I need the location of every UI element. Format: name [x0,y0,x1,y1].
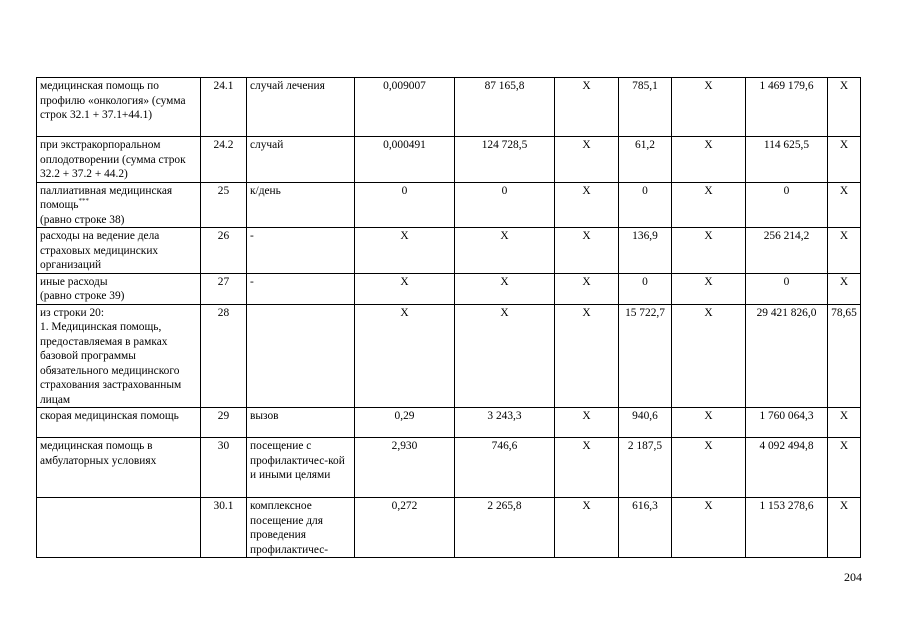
row-line-number: 29 [201,408,247,438]
row-unit [247,304,355,408]
value-cell: X [555,78,619,137]
page-number: 204 [844,570,862,584]
value-cell: 3 243,3 [455,408,555,438]
table-row [37,273,861,304]
row-name-continued: (равно строке 39) [40,290,125,302]
row-name-cell [37,273,201,304]
value-cell: X [672,137,746,183]
footnote-mark: *** [78,197,89,206]
row-line-number: 24.1 [201,78,247,137]
row-unit: к/день [247,182,355,228]
row-name-cell [37,304,201,408]
row-name-continued: (равно строке 38) [40,213,125,226]
value-cell: X [672,408,746,438]
value-cell: X [672,498,746,558]
table-row [37,137,861,183]
row-line-number: 27 [201,273,247,304]
row-name-cell [37,438,201,498]
row-name: расходы на ведение дела страховых медицинских организаций [40,230,160,271]
value-cell: X [355,304,455,408]
row-name: медицинская помощь в амбулаторных условиях [40,440,157,467]
value-cell: 29 421 826,0 [746,304,828,408]
value-cell: 0 [619,182,672,228]
value-cell: 0,000491 [355,137,455,183]
value-cell: X [555,273,619,304]
value-cell: X [672,304,746,408]
value-cell: X [555,408,619,438]
value-cell: 1 153 278,6 [746,498,828,558]
value-cell: X [828,408,861,438]
value-cell: X [828,273,861,304]
value-cell: 124 728,5 [455,137,555,183]
row-name-cell [37,408,201,438]
value-cell: X [672,438,746,498]
table-row [37,438,861,498]
value-cell: X [828,182,861,228]
value-cell: 0 [355,182,455,228]
value-cell: 1 469 179,6 [746,78,828,137]
row-unit: посещение с профилактичес-кой и иными целями [247,438,355,498]
value-cell: 1 760 064,3 [746,408,828,438]
table-row [37,78,861,137]
value-cell: X [555,304,619,408]
value-cell: 785,1 [619,78,672,137]
value-cell: X [355,228,455,274]
table-row [37,498,861,558]
row-name: из строки 20: [40,306,105,319]
row-name: паллиативная медицинская помощь [40,184,173,211]
value-cell: X [455,304,555,408]
value-cell: 114 625,5 [746,137,828,183]
value-cell: 256 214,2 [746,228,828,274]
value-cell: X [672,182,746,228]
value-cell: 2 187,5 [619,438,672,498]
financial-table [36,77,861,558]
table-row [37,408,861,438]
row-name: иные расходы [40,275,108,288]
value-cell: 136,9 [619,228,672,274]
value-cell: 0,272 [355,498,455,558]
value-cell: 4 092 494,8 [746,438,828,498]
value-cell: X [828,137,861,183]
row-unit: случай лечения [247,78,355,137]
value-cell: 0,29 [355,408,455,438]
value-cell: 2 265,8 [455,498,555,558]
row-unit: случай [247,137,355,183]
value-cell: X [455,228,555,274]
row-name: скорая медицинская помощь [40,410,179,422]
table-row [37,304,861,408]
value-cell: 940,6 [619,408,672,438]
value-cell: X [555,228,619,274]
value-cell: 15 722,7 [619,304,672,408]
value-cell: 616,3 [619,498,672,558]
row-unit: - [247,273,355,304]
value-cell: X [672,228,746,274]
value-cell: X [455,273,555,304]
row-name: при экстракорпоральном оплодотворении (сумма строк 32.2 + 37.2 + 44.2) [40,139,186,180]
value-cell: 746,6 [455,438,555,498]
value-cell: 0 [619,273,672,304]
value-cell: X [672,273,746,304]
value-cell: 61,2 [619,137,672,183]
row-name-cell [37,182,201,228]
row-name-continued: 1. Медицинская помощь, предоставляемая в рамках базовой программы обязательного медицинского страхования застрахованным лицам [40,321,182,406]
value-cell: X [555,182,619,228]
value-cell: 0 [746,182,828,228]
value-cell: 0 [746,273,828,304]
row-line-number: 30 [201,438,247,498]
value-cell: X [555,137,619,183]
value-cell: X [828,78,861,137]
value-cell: X [355,273,455,304]
value-cell: X [828,438,861,498]
table-row [37,228,861,274]
value-cell: X [672,78,746,137]
value-cell: 78,65 [828,304,861,408]
row-name: медицинская помощь по профилю «онкология» (сумма строк 32.1 + 37.1+44.1) [40,80,186,121]
row-name-cell [37,228,201,274]
value-cell: X [555,438,619,498]
row-unit: комплексное посещение для проведения профилактичес- [247,498,355,558]
row-line-number: 28 [201,304,247,408]
value-cell: 87 165,8 [455,78,555,137]
row-line-number: 25 [201,182,247,228]
row-name-cell [37,498,201,558]
table-row [37,182,861,228]
value-cell: X [555,498,619,558]
value-cell: X [828,228,861,274]
row-name-cell [37,137,201,183]
value-cell: 0,009007 [355,78,455,137]
value-cell: X [828,498,861,558]
row-unit: - [247,228,355,274]
value-cell: 2,930 [355,438,455,498]
row-line-number: 26 [201,228,247,274]
row-line-number: 30.1 [201,498,247,558]
row-line-number: 24.2 [201,137,247,183]
row-name-cell [37,78,201,137]
value-cell: 0 [455,182,555,228]
row-unit: вызов [247,408,355,438]
